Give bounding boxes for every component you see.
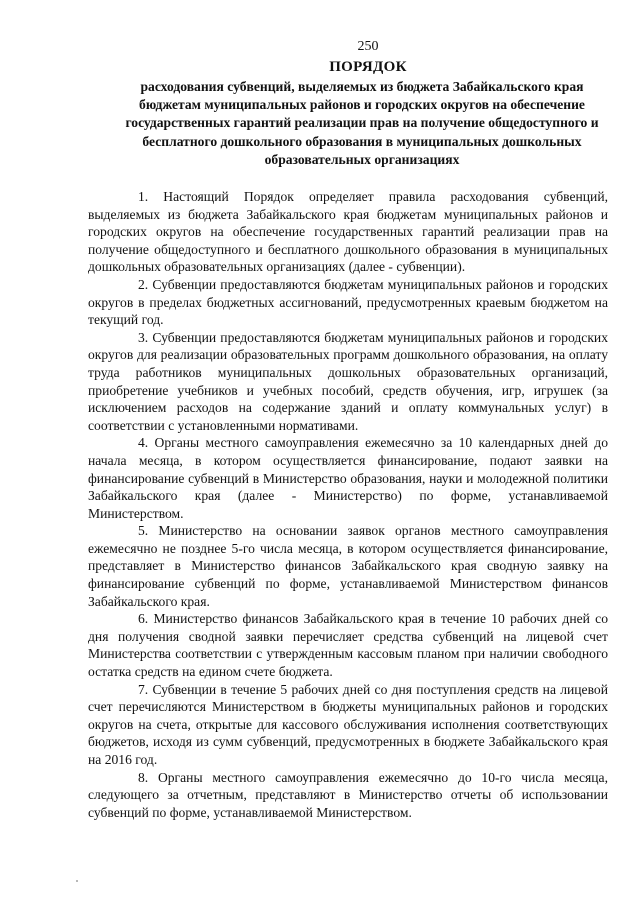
document-subtitle: расходования субвенций, выделяемых из бюджета Забайкальского края бюджетам муниципальных районов и городских округов на обеспечение государственных гарантий реализации прав на получение общедоступного и бесплатного дошкольного образования в муниципальных дошкольных образовательных организациях <box>125 79 599 167</box>
scan-artifact <box>76 880 78 882</box>
paragraph-4: 4. Органы местного самоуправления ежемесячно за 10 календарных дней до начала месяца, в котором осуществляется финансирование, подают заявки на финансирование субвенций в Министерство образования, науки и молодежной политики Забайкальского края (далее - Министерство) по форме, устанавливаемой Министерством. <box>88 435 608 521</box>
document-body <box>88 188 608 821</box>
paragraph-5: 5. Министерство на основании заявок органов местного самоуправления ежемесячно не позднее 5-го числа месяца, в котором осуществляется финансирование, представляет в Министерство финансов Забайкальского края сводную заявку на финансирование субвенций по форме, устанавливаемой Министерством финансов Забайкальского края. <box>88 523 608 609</box>
paragraph-8: 8. Органы местного самоуправления ежемесячно до 10-го числа месяца, следующего за отчетным, представляют в Министерство отчеты об использовании субвенций по форме, устанавливаемой Министерством. <box>88 769 608 820</box>
page-number: 250 <box>357 39 379 54</box>
paragraph-3: 3. Субвенции предоставляются бюджетам муниципальных районов и городских округов для реализации образовательных программ дошкольного образования, на оплату труда работников муниципальных дошкольных образовательных организаций, приобретение учебников и учебных пособий, средств обучения, игр, игрушек (за исключением расходов на содержание зданий и оплату коммунальных услуг) в соответствии с установленными нормативами. <box>88 329 608 433</box>
document-title: ПОРЯДОК <box>329 59 407 75</box>
paragraph-1: 1. Настоящий Порядок определяет правила расходования субвенций, выделяемых из бюджета Забайкальского края бюджетам муниципальных районов и городских округов на обеспечение государственных гарантий реализации прав на получение общедоступного и бесплатного дошкольного образования в муниципальных дошкольных образовательных организациях (далее - субвенции). <box>88 189 608 275</box>
paragraph-7: 7. Субвенции в течение 5 рабочих дней со дня поступления средств на лицевой счет перечисляются Министерством в бюджеты муниципальных районов и городских округов на счета, открытые для кассового обслуживания исполнения соответствующих бюджетов, исходя из сумм субвенций, предусмотренных в бюджете Забайкальского края на 2016 год. <box>88 681 608 768</box>
paragraph-2: 2. Субвенции предоставляются бюджетам муниципальных районов и городских округов в пределах бюджетных ассигнований, предусмотренных краевым бюджетом на текущий год. <box>88 276 608 328</box>
paragraph-6: 6. Министерство финансов Забайкальского края в течение 10 рабочих дней со дня получения сводной заявки перечисляет средства субвенций на лицевой счет Министерства соответствии с утвержденным кассовым планом при наличии свободного остатка средств на едином счете бюджета. <box>88 611 608 680</box>
